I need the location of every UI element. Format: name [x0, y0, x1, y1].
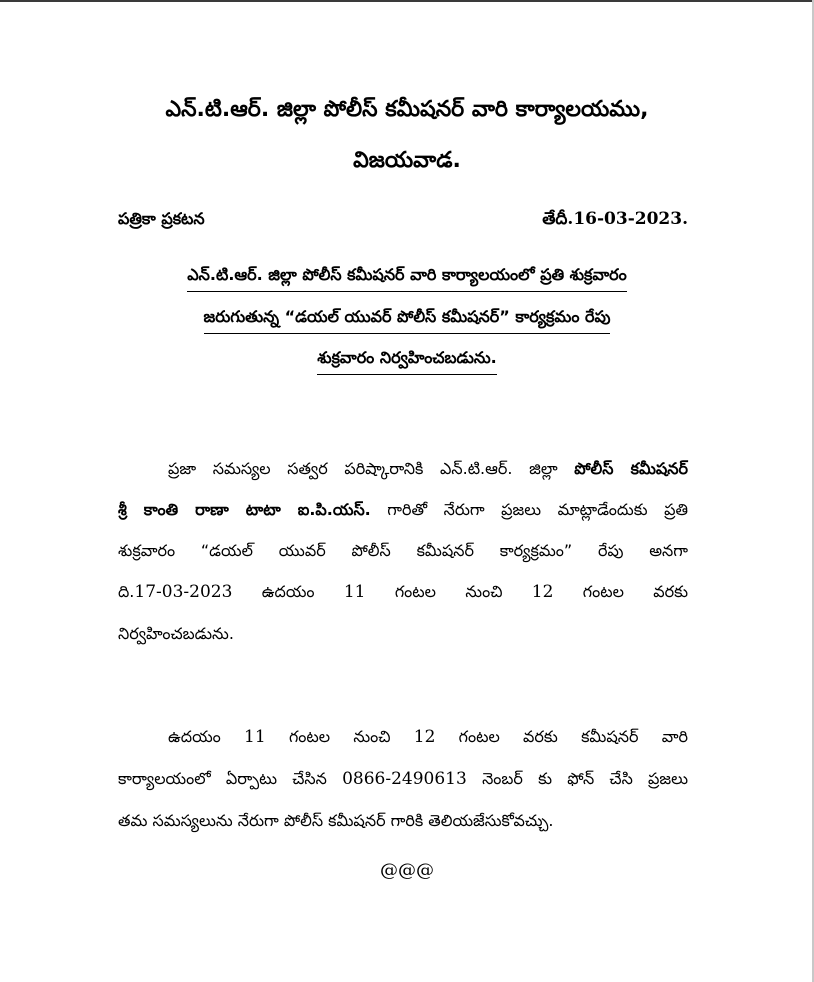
release-date: తేదీ.16-03-2023.	[542, 209, 688, 229]
paragraph-2-text: గంటల నుంచి	[288, 727, 391, 746]
closing-mark: @@@	[380, 860, 434, 881]
press-release-label: పత్రికా ప్రకటన	[118, 209, 205, 228]
page-top-border	[0, 0, 814, 2]
paragraph-2-line-2	[118, 758, 688, 800]
paragraph-2-text: తమ సమస్యలును నేరుగా పోలీస్ కమీషనర్ గారికి తెలియజేసుకోవచ్చు.	[118, 811, 554, 830]
paragraph-1-line-3	[118, 530, 688, 571]
commissioner-title: పోలీస్ కమీషనర్	[574, 459, 688, 478]
city-title: విజయవాడ.	[353, 148, 461, 173]
start-hour: 11	[244, 727, 266, 747]
subject-line-1-text: ఎన్.టి.ఆర్. జిల్లా పోలీస్ కమీషనర్ వారి కార్యాలయంలో ప్రతి శుక్రవారం	[187, 262, 626, 292]
paragraph-2-text: గంటల వరకు కమీషనర్ వారి	[458, 727, 688, 746]
paragraph-2-line-1	[118, 716, 688, 758]
subject-line-3	[0, 345, 814, 375]
end-hour: 12	[531, 582, 554, 602]
phone-number: 0866-2490613	[342, 769, 467, 789]
paragraph-1-text: శుక్రవారం “డయల్ యువర్ పోలీస్ కమీషనర్ కార్యక్రమం” రేపు అనగా	[118, 541, 688, 560]
end-hour: 12	[413, 727, 436, 747]
program-date: 17-03-2023	[134, 582, 233, 602]
subject-line-1	[0, 262, 814, 292]
commissioner-name: శ్రీ కాంతి రాణా టాటా ఐ.పి.యస్.	[118, 500, 371, 519]
date-prefix: ది.	[118, 582, 135, 601]
body-paragraph-1	[118, 448, 688, 654]
paragraph-2-text: కార్యాలయంలో ఏర్పాటు చేసిన	[118, 769, 327, 788]
subject-line-2	[0, 304, 814, 334]
office-title: ఎన్.టి.ఆర్. జిల్లా పోలీస్ కమీషనర్ వారి కార్యాలయము,	[165, 97, 649, 122]
paragraph-2-line-3	[118, 800, 688, 841]
paragraph-1-text: గారితో నేరుగా ప్రజలు మాట్లాడేందుకు ప్రతి	[387, 500, 688, 519]
subject-line-3-text: శుక్రవారం నిర్వహించబడును.	[317, 345, 497, 375]
paragraph-1-line-1	[118, 448, 688, 489]
start-hour: 11	[343, 582, 366, 602]
paragraph-1-line-5	[118, 613, 688, 654]
paragraph-1-text: ఉదయం	[261, 582, 315, 601]
body-paragraph-2	[118, 716, 688, 841]
paragraph-1-text: ప్రజా సమస్యల సత్వర పరిష్కారానికి ఎన్.టి.ఆర్. జిల్లా	[168, 459, 558, 478]
paragraph-1-line-2	[118, 489, 688, 530]
paragraph-1-text: గంటల నుంచి	[394, 582, 503, 601]
paragraph-1-text: గంటల వరకు	[582, 582, 689, 601]
paragraph-2-text: నెంబర్ కు ఫోన్ చేసి ప్రజలు	[482, 769, 688, 788]
paragraph-2-text: ఉదయం	[168, 727, 221, 746]
paragraph-1-line-4	[118, 571, 688, 613]
subject-line-2-text: జరుగుతున్న “డయల్ యువర్ పోలీస్ కమీషనర్” కార్యక్రమం రేపు	[204, 304, 611, 334]
paragraph-1-text: నిర్వహించబడును.	[118, 624, 234, 643]
